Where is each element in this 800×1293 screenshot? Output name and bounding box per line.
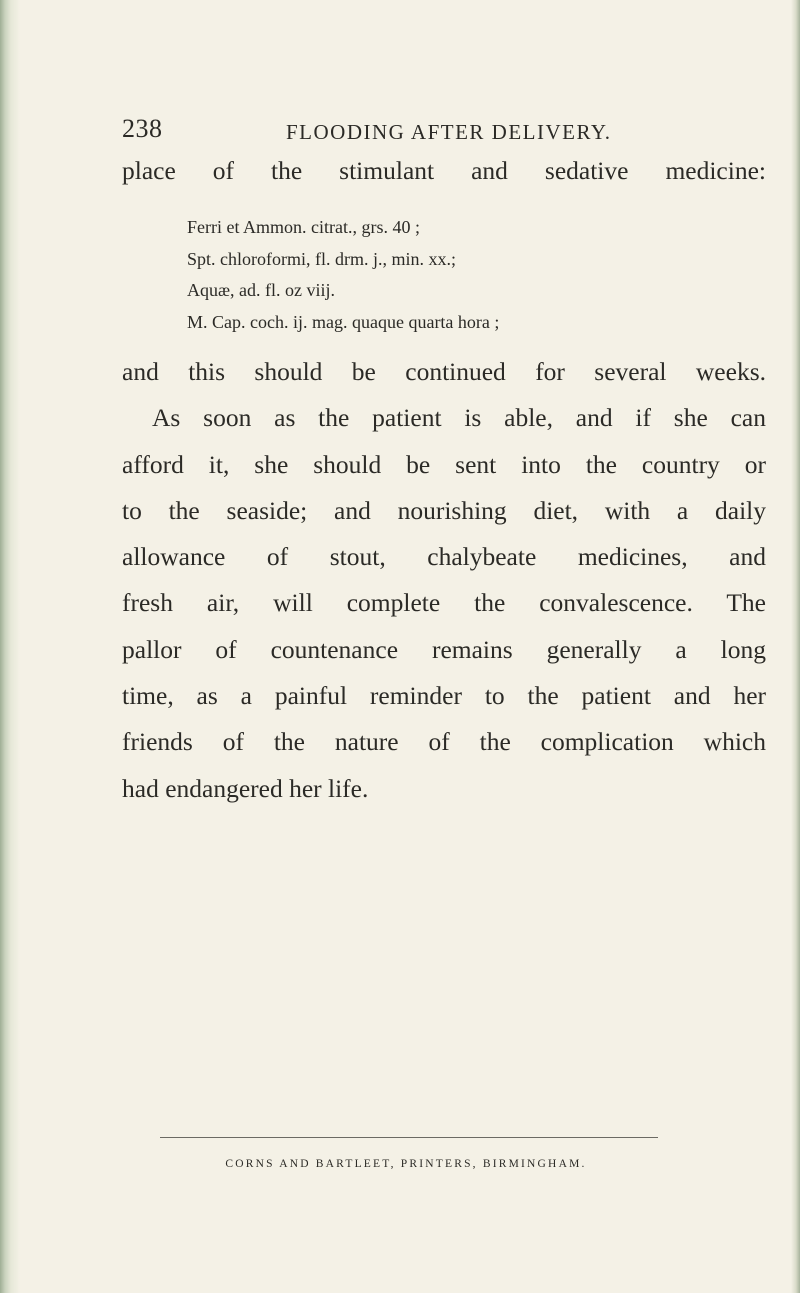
footer-rule	[160, 1137, 658, 1138]
page-number: 238	[122, 114, 163, 143]
text-line: time, as a painful reminder to the patient and her	[122, 681, 766, 711]
prescription-signa: M. Cap. coch. ij. mag. quaque quarta hora ;	[187, 311, 500, 332]
text-line: fresh air, will complete the convalescence. The	[122, 588, 766, 618]
prescription-line: Ferri et Ammon. citrat., grs. 40 ;	[187, 217, 420, 237]
page-binding-shadow	[0, 0, 20, 1293]
prescription-line: Aquæ, ad. fl. oz viij.	[187, 280, 335, 300]
text-line: and this should be continued for several weeks.	[122, 357, 766, 386]
text-line: friends of the nature of the complication which	[122, 727, 766, 757]
opening-text	[122, 148, 766, 194]
text-line: afford it, she should be sent into the country or	[122, 449, 766, 479]
text-line: pallor of countenance remains generally a long	[122, 634, 766, 664]
text-line: place of the stimulant and sedative medicine:	[122, 156, 766, 185]
printer-imprint	[0, 1158, 800, 1170]
running-title: FLOODING AFTER DELIVERY.	[286, 120, 612, 144]
text-line: to the seaside; and nourishing diet, with a daily	[122, 495, 766, 525]
text-line: As soon as the patient is able, and if she can	[152, 403, 766, 433]
text-line: had endangered her life.	[122, 773, 369, 803]
imprint-text: CORNS AND BARTLEET, PRINTERS, BIRMINGHAM.	[225, 1158, 587, 1170]
text-line: allowance of stout, chalybeate medicines, and	[122, 542, 766, 572]
main-paragraph	[122, 349, 766, 812]
prescription-line: Spt. chloroformi, fl. drm. j., min. xx.;	[187, 248, 456, 269]
prescription	[187, 212, 499, 338]
page-edge-shadow	[791, 0, 800, 1293]
